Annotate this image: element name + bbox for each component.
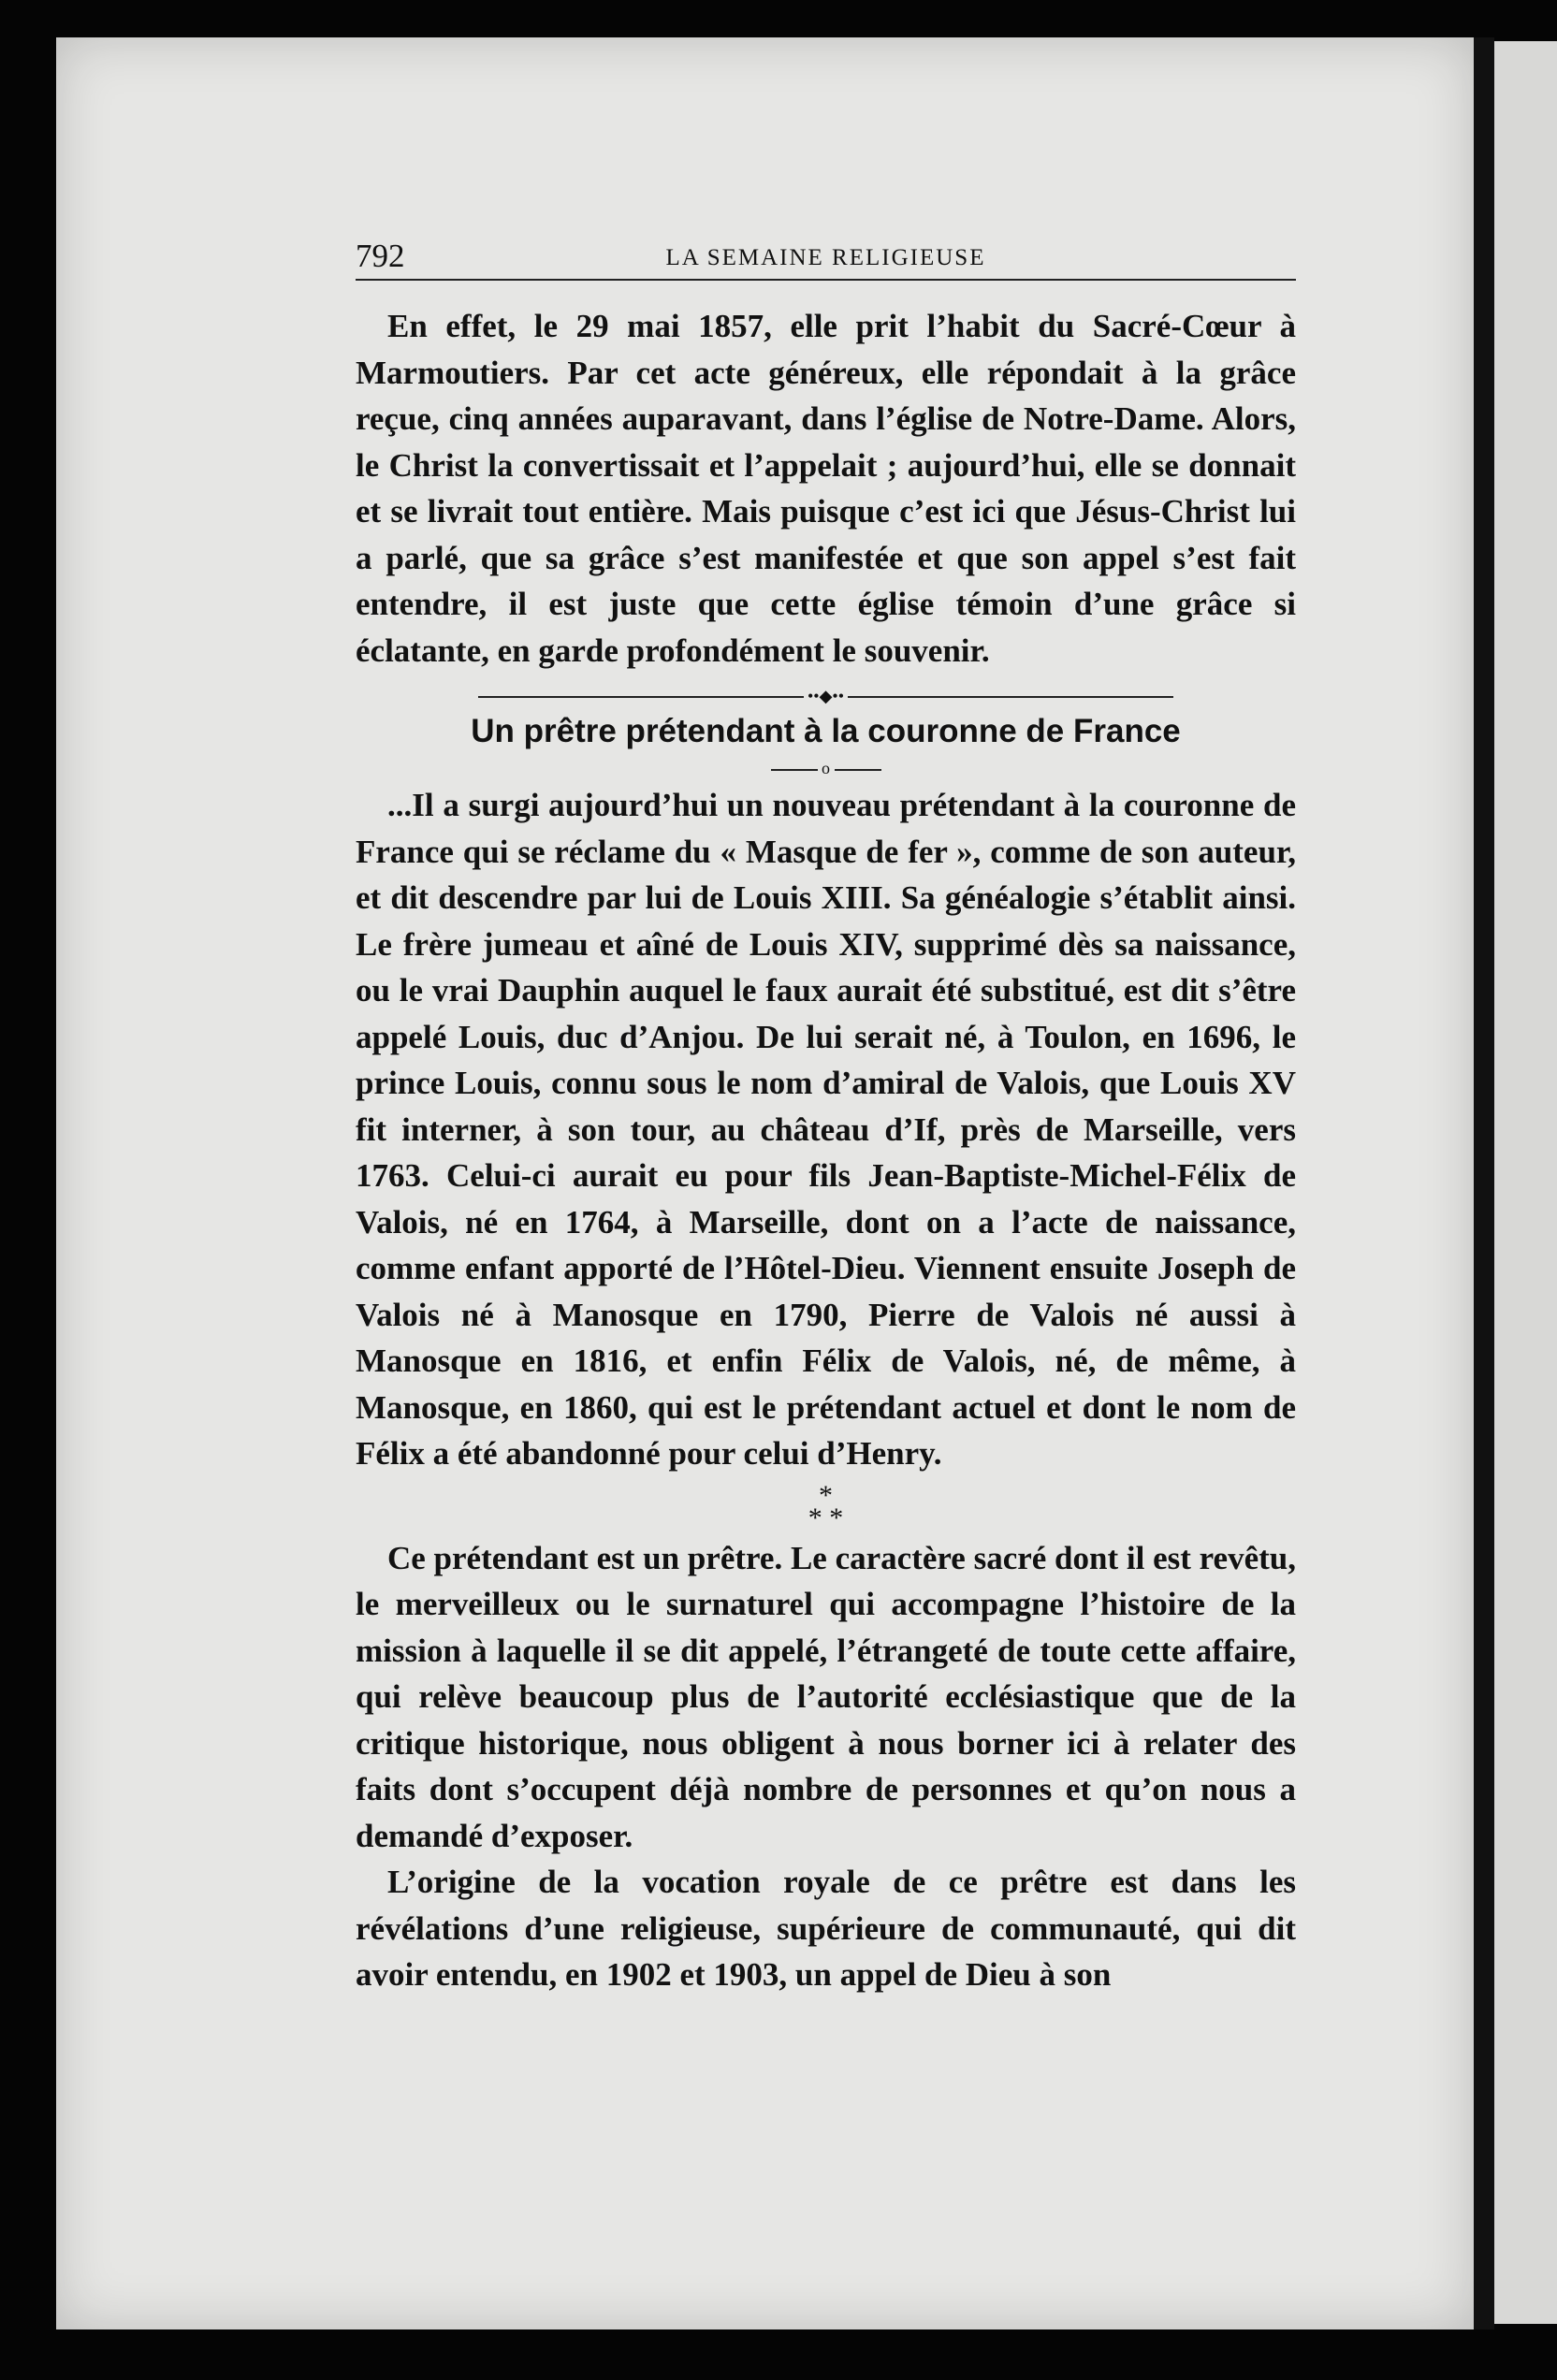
title-separator (356, 754, 1296, 782)
asterism-top: * (819, 1479, 833, 1511)
paragraph-intro: En effet, le 29 mai 1857, elle prit l’habit du Sacré-Cœur à Marmoutiers. Par cet acte généreux, elle répondait à la grâce reçue, cinq années auparavant, dans l’église de Notre-Dame. Alors, le Christ la convertissait et l’appelait ; aujourd’hui, elle se donnait et se livrait tout entière. Mais puisque c’est ici que Jésus-Christ lui a parlé, que sa grâce s’est manifestée et que son appel s’est fait entendre, il est juste que cette église témoin d’une grâce si éclatante, en garde profondément le souvenir. (356, 308, 1296, 669)
separator-mark: o (822, 759, 830, 777)
page-content (356, 234, 1296, 1998)
paragraph-priest: Ce prétendant est un prêtre. Le caractère sacré dont il est revêtu, le merveilleux ou le surnaturel qui accompagne l’histoire de la mission à laquelle il se dit appelé, l’étrangeté de toute cette affaire, qui relève beaucoup plus de l’autorité ecclésiastique que de la critique historique, nous obligent à nous borner ici à relater des faits dont s’occupent déjà nombre de personnes et qu’on nous a demandé d’exposer. (356, 1539, 1296, 1854)
divider-line-right (846, 696, 1173, 698)
divider-ornament: ••◆•• (804, 687, 848, 706)
paragraph-genealogy: ...Il a surgi aujourd’hui un nouveau prétendant à la couronne de France qui se réclame du « Masque de fer », comme de son auteur, et dit descendre par lui de Louis XIII. Sa généalogie s’établit ainsi. Le frère jumeau et aîné de Louis XIV, supprimé dès sa naissance, ou le vrai Dauphin auquel le faux aurait été substitué, est dit s’être appelé Louis, duc d’Anjou. De lui serait né, à Toulon, en 1696, le prince Louis, connu sous le nom d’amiral de Valois, que Louis XV fit interner, à son tour, au château d’If, près de Marseille, vers 1763. Celui-ci aurait eu pour fils Jean-Baptiste-Michel-Félix de Valois, né en 1764, à Marseille, dont on a l’acte de naissance, comme enfant apporté de l’Hôtel-Dieu. Viennent ensuite Joseph de Valois né à Manosque en 1790, Pierre de Valois né aussi à Manosque en 1816, et enfin Félix de Valois, né, de même, à Manosque, en 1860, qui est le prétendant actuel et dont le nom de Félix a été abandonné pour celui d’Henry. (356, 787, 1296, 1472)
asterism-bottom: * * (808, 1502, 844, 1533)
running-header (356, 234, 1296, 281)
separator-line-right (835, 769, 881, 771)
section-title: Un prêtre prétendant à la couronne de France (471, 713, 1181, 749)
separator-line-left (771, 769, 818, 771)
asterism (356, 1477, 1296, 1535)
page-gutter (1474, 37, 1494, 2329)
divider-line-left (478, 696, 806, 698)
header-title: LA SEMAINE RELIGIEUSE (665, 245, 986, 270)
paragraph-origin: L’origine de la vocation royale de ce prêtre est dans les révélations d’une religieuse, supérieure de communauté, qui dit avoir entendu, en 1902 et 1903, un appel de Dieu à son (356, 1864, 1296, 1993)
adjacent-page-edge (1494, 41, 1557, 2324)
page-number: 792 (356, 238, 405, 274)
section-divider (356, 687, 1296, 705)
